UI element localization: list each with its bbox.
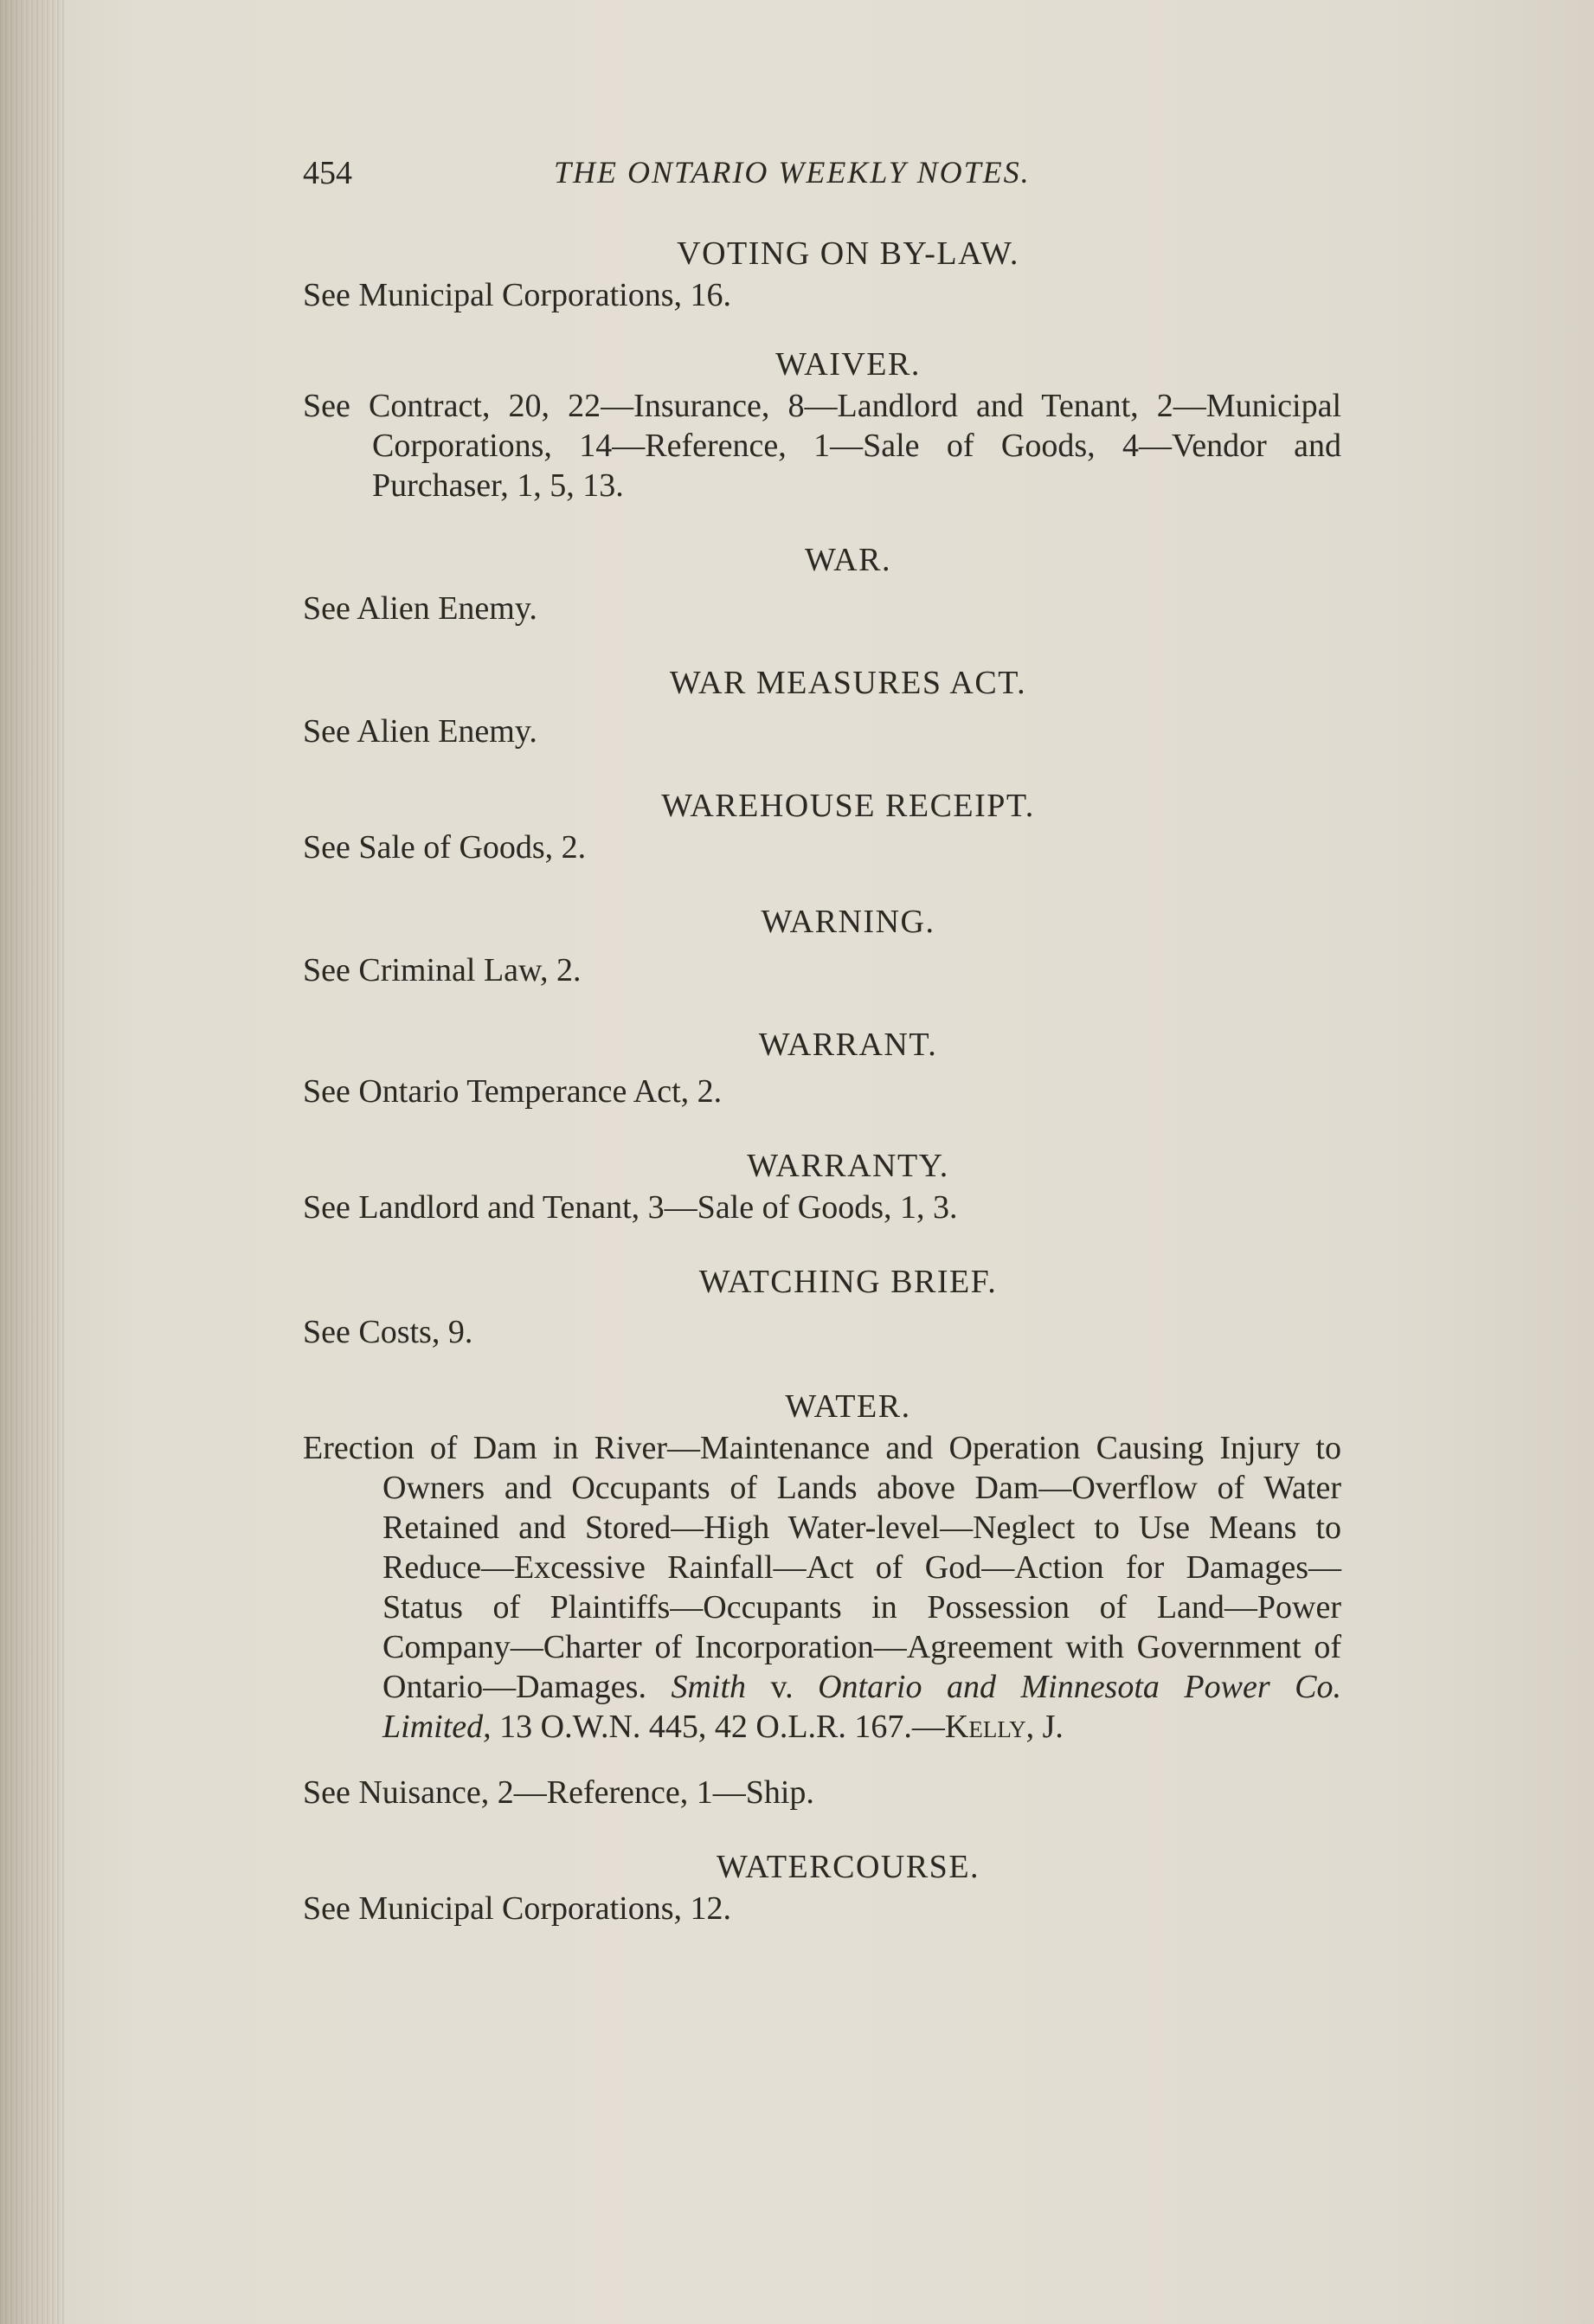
entry-heading: WAREHOUSE RECEIPT.: [661, 788, 1035, 824]
case-judge: Kelly: [944, 1709, 1026, 1745]
case-versus: v.: [746, 1669, 819, 1705]
entry-heading: WARRANT.: [758, 1027, 938, 1063]
entry-heading: VOTING ON BY-LAW.: [677, 235, 1019, 272]
entry-cross-reference: See Sale of Goods, 2.: [303, 829, 587, 866]
entry-heading: WAIVER.: [775, 346, 921, 383]
index-entry: [303, 1144, 1341, 1227]
index-entry: [303, 900, 1341, 990]
entry-cross-reference: See Costs, 9.: [303, 1314, 473, 1350]
entry-heading: WAR.: [805, 542, 891, 578]
entry-heading: WATER.: [785, 1388, 911, 1425]
index-entry: [303, 538, 1341, 628]
running-title: THE ONTARIO WEEKLY NOTES.: [554, 155, 1031, 190]
case-digest-summary: Erection of Dam in River—Maintenance and Operation Causing Injury to Owners and Occupants of Lands above Dam—Overflow of Water Retained and Stored—High Water-level—Neglect to Use Means to Reduce—Excessive Rainfall—Act of God—Action for Damages—Status of Plaintiffs—Occupants in Possession of Land—Power Company—Charter of Incorporation—Agreement with Government of Ontario—Damages.: [303, 1430, 1341, 1705]
entry-cross-reference: See Alien Enemy.: [303, 590, 537, 627]
entry-cross-reference: See Ontario Temperance Act, 2.: [303, 1073, 723, 1110]
index-content: [303, 232, 1341, 1928]
entry-cross-reference: See Municipal Corporations, 16.: [303, 277, 731, 313]
entry-heading: WAR MEASURES ACT.: [669, 665, 1027, 701]
entry-cross-reference: See Criminal Law, 2.: [303, 952, 582, 988]
case-citation: 13 O.W.N. 445, 42 O.L.R. 167.—: [491, 1709, 945, 1745]
index-entry: [303, 1260, 1341, 1352]
index-entry: [303, 784, 1341, 867]
entry-cross-reference: See Nuisance, 2—Reference, 1—Ship.: [303, 1774, 814, 1811]
entry-cross-reference: See Alien Enemy.: [303, 713, 537, 750]
index-entry: [303, 661, 1341, 751]
entry-heading: WATERCOURSE.: [716, 1849, 980, 1885]
case-digest: [303, 1428, 1341, 1747]
index-entry: [303, 1385, 1341, 1812]
index-entry: [303, 343, 1341, 505]
page-number: 454: [303, 155, 352, 191]
index-entry: [303, 232, 1341, 315]
case-judge-suffix: , J.: [1025, 1709, 1064, 1745]
index-entry: [303, 1023, 1341, 1111]
case-party: Smith: [671, 1669, 747, 1705]
entry-heading: WARRANTY.: [747, 1148, 949, 1184]
entry-cross-reference: See Landlord and Tenant, 3—Sale of Goods, 1, 3.: [303, 1189, 958, 1226]
entry-heading: WARNING.: [761, 904, 935, 940]
entry-heading: WATCHING BRIEF.: [698, 1264, 998, 1300]
index-entry: [303, 1845, 1341, 1928]
entry-cross-reference: See Municipal Corporations, 12.: [303, 1890, 731, 1927]
case-party-2: Ontario and Minnesota Power Co. Limited,: [382, 1669, 1341, 1745]
page-header: [303, 154, 1324, 203]
entry-cross-reference: See Contract, 20, 22—Insurance, 8—Landlord and Tenant, 2—Municipal Corporations, 14—Reference, 1—Sale of Goods, 4—Vendor and Purchaser, 1, 5, 13.: [303, 388, 1341, 504]
